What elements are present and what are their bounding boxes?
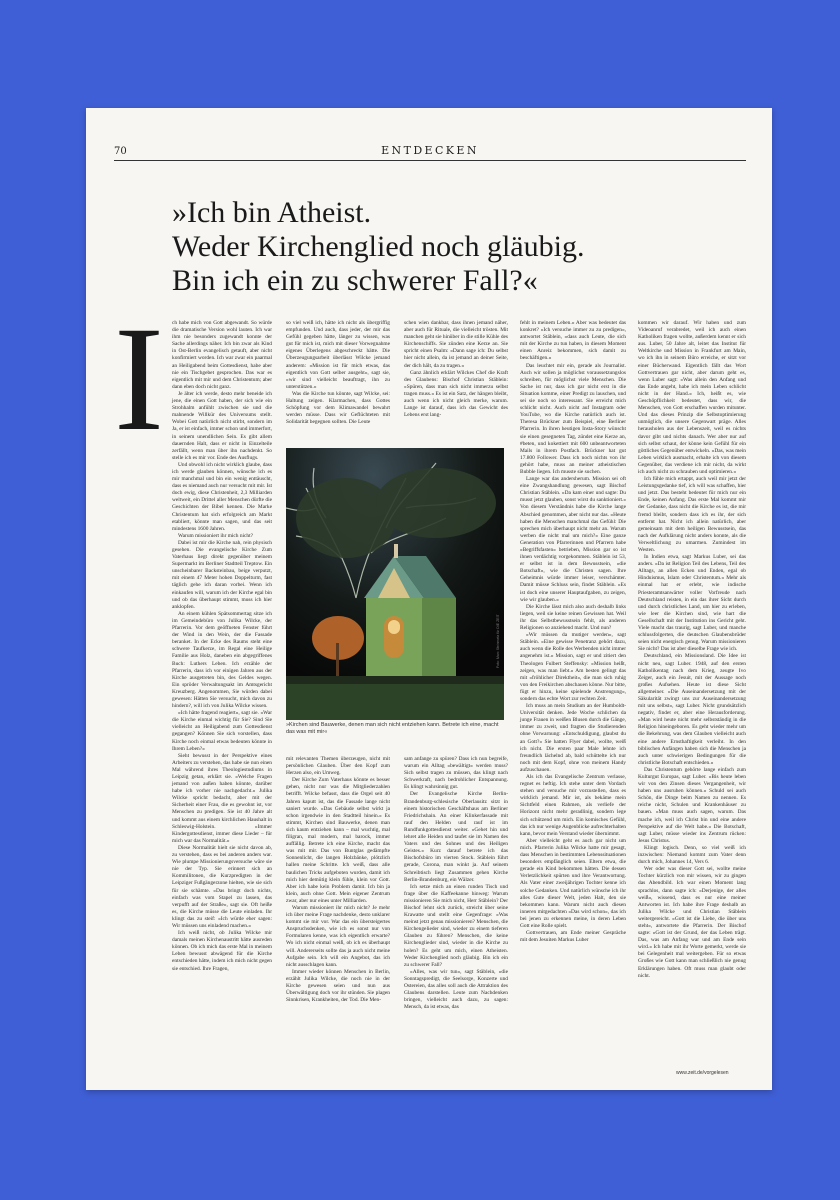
paragraph: Wer oder was dieser Gott sei, wollte meine Tochter kürzlich von mir wissen, wir zu gingen das Abendbild. Ich war einen Moment lang sprachlos, dann sagte ich: »Derjenige, der alles weiß«, wissend, dass es nur eine meiner Antworten ist. Ich habe ihre Frage deshalb an Julika Wilcke und Christian Stäblein weitergereicht. »Gott ist die Liebe, die über uns steht«, antwortete die Pfarrerin. Der Bischof sagte: »Gott ist der Grund, der das Leben trägt. Das, was am Anfang war und am Ende sein wird.« Ich habe mit ihr Worte gemerkt, werde sie bei Gelegenheit mal weitergeben. Für so etwas Großes wie Gott kann man schließlich nie genug Erklärungen haben. Oft muss man glaubt oder nicht. [638,866,746,979]
photo-caption: »Kirchen sind Bauwerke, denen man sich nicht entziehen kann. Betrete ich eine, macht das was mit mir« [286,722,499,735]
paragraph: schen wien dankbar, dass ihnen jemand näher, aber auch für Rituale, die vielleicht trösten. Mit manchen geht sie hinüber in die stille Kühle des Kirchenschiffs. Sie zünden eine Kerze an. Sie spricht einen Psalm: »Dann sage ich: Du selbst hier nicht allein, da ist jemand an deiner Seite, der dich hält, da zu tragen.« [404,320,508,369]
headline-line: Bin ich ein zu schwerer Fall?« [172,264,538,297]
paragraph: Lange war das andersherum. Mission sei oft eine Zwangshandlung gewesen, sagt Bischof Christian Stäblein. »Da kam einer und sagte: Du musst jetzt glauben, sonst wirst du sanktioniert.« Von diesem Verständnis habe die Kirche lange Abschied genommen, aber nicht nur das. »Heute haben die Menschen manchmal das Gefühl: Die sprechen mich überhaupt nicht mehr an. Warum werben die nicht mal um mich?« Eine ganze Generation von Pfarrerinnen und Pfarrern habe »Begriffsfasten« betrieben, Mission gar so ist ihnen verdächtig vorgekommen. Stäblein ist 53, er selbst ist in dem Bewusstsein, »die Botschaft«, wie die Christen sagen. Ihre Geheimnis würde immer leiser, verschämter. Damit müsse Schluss sein, findet Stäblein. »Es ist doch eine unserer Hauptaufgaben, zu zeigen, wie wir glauben.« [520,476,626,603]
paragraph: Aber vielleicht geht es auch gar nicht um mich. Pfarrerin Julika Wilcke hatte mir gesagt, dass Menschen in bestimmten Lebenssituationen besonders empfänglich seien. Eltern etwa, die gerade ein Kind bekommen hätten. Die dessen Verletzlichkeit spürten und ihre Verantwortung. Als Vater einer zweijährigen Tochter kenne ich solche Gedanken. Und natürlich wünsche ich ihr alles Gute dieser Welt, jeden Halt, den sie bekommen kann. Warum nicht auch diesen inneren mitgedachten »Das wird schon«, das ich bei jenen zu erkennen meine, in deren Leben Gott eine Rolle spielt. [520,837,626,929]
paragraph: Je älter ich werde, desto mehr beneide ich jene, die einen Gott haben, der sich wie ein Strohhalm anfühlt zwischen sie und die mahnende Willkür des Universums stellt. Wobei Gott natürlich nicht stirbt, sondern im Ja, er ist einfach, immer schon und immerfort, in seinem unendlichen Sein. Es gibt allem dauernden Halt, dass er nicht in Einzelteile zerfällt, wenn man über ihn nachdenkt. So stelle ich es mir vor. Ende des Ausflugs. [172,390,272,461]
text-column-1 [172,320,272,1070]
headline-line: »Ich bin Atheist. [172,196,372,229]
paragraph: An einem kühlen Spätsommertag sitze ich im Gemeindebüro von Julika Wilcke, der Pfarrerin. Vor dem geöffneten Fenster führt der Wind in den Wein, der die Fassade beranket. In der Ecke des Raums steht eine schwere Taufkerze, im Regal eine Heilige Familie aus Holz, daneben ein abgegriffenes Buch: Luthers Leben. Ich erzähle der Pfarrerin, dass ich vor einigen Jahren aus der Kirche ausgetreten bin, des Geldes wegen. Ein spröder Verwaltungsakt im Amtsgericht Kreuzberg. Angenommen, Sie würden dabei gewesen: Hätten Sie versucht, mich davon zu hindern?, will ich von Julika Wilcke wissen. [172,610,272,710]
section-title: ENTDECKEN [381,144,479,157]
footer-url: www.zeit.de/vorgelesen [676,1070,729,1076]
paragraph: fehlt in meinem Leben.« Aber was bedeutet das konkret? »Ich versuche immer zu zu predigen«, antwortet Stäblein, »dass auch Leute, die sich mit der Kirche zu tun haben, in diesem Moment einen Anreiz bekommen, sich damit zu beschäftigen.« [520,320,626,362]
header-rule [114,160,746,161]
headline-line: Weder Kirchenglied noch gläubig. [172,230,585,263]
paragraph: kommen wir darauf. Wir haben und zum Videoanruf verabredet, weil ich auch einen Katholiken fragen wollte, außerdem kennt er sich aus. Luber, 50 Jahre alt, leitet das Institut für Weltkirche und Mission in Frankfurt am Main, wo ich ihn in seinem Büro erreiche, er sitzt vor einer Bücherwand. Eigentlich fällt das Wort Gottvertrauen gar nicht, aber darum geht es, wenn Luber sagt: »Was allein den Anfang und das Ende angeht, habe ich mein Leben schlicht nicht in der Hand.« Ich, heißt es, wie Geschöpflichkeit bedeutet, dass wir, die Menschen, von Gott erschaffen wurden mitunter. Und das dieses Prinzip die Selbstoptimierung unmöglich, die unsere Gegenwart präge. Alles herausholen aus der Lebenszeit, weil es nichts davor gibt und nichts danach. Wer aber nur auf sich selbst schaut, der könne kein Gefühl für ein göttliches Gegenüber entwickeln. »Das, was mein Leben wirklich ausmacht, erhalte ich von diesem Gegenüber, das verdiene ich mir nicht, da wirkt ich auch nicht zu schrauben und optimieren.« [638,320,746,475]
paragraph: sam anfange zu spüren? Dass ich nun begreife, warum ein Alltag »bewältigt« werden muss? Sich selbst tragen zu müssen, das klingt nach Schwerkraft, nach bedrohlicher Entspannung. Es klingt wahrsinnig gut. [404,756,508,791]
paragraph: »Alles, was wir tun«, sagt Stäblein, »die Sonntagspredigt, die Seelsorge, Konzerte und Ostereien, das alles soll auch die Attraktion des Glaubens darstellen. Leute zum Nachdenken bringen, vielleicht auch dazu, zu sagen: Mensch, da ist etwas, das [404,968,508,1011]
headline [172,196,732,298]
paragraph: Sieht bewusst in der Perspektive eines Arbeiters zu verstehen, das habe sie nun einen Mal während ihres Theologiestudiums in Leipzig getan, erklärt sie. »Welche Fragen jemand von außen haben könnte, darüber habe ich vorher nie nachgedacht.« Julika Wilcke spricht bedacht, aber mit der Sicherheit einer Frau, die es gewohnt ist, vor Menschen zu predigen. Sie ist 40 Jahre alt und kommt aus einem kirchlichen Haushalt in Schleswig-Holstein. »Immer Kindergottesdienst, immer diese Lieder – für mich war das Normalität.« [172,752,272,844]
paragraph: Diese Normalität hielt sie nicht davon ab, zu verstehen, dass es bei anderen anders war. Wie plumpe Missionierungsversuche wäre sie nie der Typ. Sie erinnert sich an Kommilitonen, die Kurzpredigten in der Leipziger Fußgängerzone hielten, wie sie sich für sie schämte. »Das bringt doch nichts, einfach was vom Stapel zu lassen, das verpufft auf der Straße«, sagt sie. Oft heiße es, die Kirche müsse die Leute einladen. Ihr klingt das zu steif: »Ich würde eher sagen: Wir müssen uns einladend machen.« [172,844,272,929]
text-column-2-top [286,320,390,440]
paragraph: Die Kirche lässt mich also auch deshalb links liegen, weil sie keine reinen Gewissen hat. Weil ihr das Selbstbewusstsein fehlt, als anderen Religionen so anziehend macht. Und nun? [520,603,626,632]
paragraph: Der Kirche Zum Vaterhaus könnte es besser gehen, nicht nur was die Mitgliederzahlen betrifft. Wilcke befasst, dass die Orgel seit 40 Jahren kaputt ist, das die Fassade lange nicht saniert wurde. »Das Gebäude selbst wirkt ja schon irgendwie in den Stadtteil hinein.« Es stimmt, Kirchen sind Bauwerke, denen man sich kaum entziehen kann – mal wuchtig, mal filigran, mal modern, mal barock, immer auffällig. Betrete ich eine Kirche, macht das was mit mir. Das von Buntglas gedämpfte Sonnenlicht, die langen Holzbänke, plötzlich hallen meine Schritte. Ich weiß, dass alle baulichen Tricks aufgeboten wurden, damit ich mich hier demütig klein fühle, klein vor Gott. Aber ich habe kein Problem damit. Ich bin ja klein, auch ohne Gott. Mein eigener Zentrum zwar, aber nur eines unter Milliarden. [286,777,390,904]
paragraph: Dabei ist mir die Kirche nah, rein physisch gesehen. Die evangelische Kirche Zum Vaterhaus liegt direkt gegenüber meinem Supermarkt im Berliner Stadtteil Treptow. Ein unscheinbarer Backsteinbau, beige verputzt, mit einem 47 Meter hohen Doppelturm, fast täglich gehe ich daran vorbei. Wenn ich einkaufen will, warum ich der Kirche egal bin und ob das überhaupt stimmt, muss ich hier anklopfen. [172,539,272,610]
paragraph: Das Christentum gehörte lange einfach zum Kulturgut Europas, sagt Luber. »Bis heute leben wir von den Zinsen dieses Vergangenheit, wir haben uns ausruhen können.« Schuld sei auch Schön, die Dinge beim Namen zu nennen. Es reiche nicht, Schulen und Krankenhäuser zu bauen. »Man muss auch sagen, warum. Das mache ich, weil ich Christ bin und eine andere Perspektive auf die Welt habe.« Die Botschaft, sagt Luber, müsse wieder ins Zentrum rücken: Jesus Christus. [638,766,746,844]
photo-credit: Foto: Marc Steinmetz für DIE ZEIT [496,614,500,668]
paragraph: Warum missioniert ihr mich nicht? [178,532,254,539]
paragraph: Ich fühle mich ertappt, auch weil mir jetzt der Leistungsgedanke tief, ich will was schaffen, hier und jetzt. Das besteht bedeutet für mich nur ein Ende, keinen Anfang. Das erste Mal kommt mir der Gedanke, dass nicht die Kirche es ist, die mir fremd bleibt, sondern dass ich es ihr, der sich entfernt hat. Nicht ich allein natürlich, aber gemeinsam mit dem heiligen Bewusstsein, das nach der Aufklärung nicht anders konnte, als die Verweltlichung zu umarmen. Zumindest im Westen. [638,476,746,553]
paragraph: so viel weiß ich, hätte ich nicht als übergriffig empfunden. Und auch, dass jeder, der mir das Gefühl gegeben hätte, länger zu wissen, was gut für mich ist, mich mit dieser Vorwegnahme eigenes Überlegens abgeschreckt hätte. Die Überzeugungsarbeit überlässt Wilcke jemand anderem: »Mission ist für mich etwas, das eigentlich von Gott selber ausgeht«, sagt sie, »wir sind vielleicht beauftragt, ihn zu unterstützen.« [286,320,390,390]
paragraph: Ich setze mich an einen runden Tisch und frage über die Kaffeekanne hinweg: Warum missionieren Sie mich nicht, Herr Stäblein? Der Bischof lehnt sich zurück, streicht über seine Krawatte und stellt eine Gegenfrage: »Was meinst jetzt genau missionieren? Menschen, die Kirchengelieder sind, wieder zu einem tieferen Glauben zu führen? Menschen, die keine Kirchenglieder sind, wieder in die Kirche zu holen? Es geht um mich, einen Atheisten. Weder Kirchenglied noch gläubig. Bin ich ein zu schwerer Fall? [404,883,508,968]
paragraph: Klingt logisch. Denn, so viel weiß ich inzwischen: Niemand kommt zum Vater denn durch mich, Johannes 14, Vers 6. [638,844,746,866]
drop-cap: I [114,296,164,462]
paragraph: mit relevanten Themen überzeugen, nicht mit persönlichen Glauben. Über den Kopf zum Herzen also, ein Umweg. [286,756,390,777]
page-number: 70 [114,146,127,157]
paragraph: Gottvertrauen, am Ende meiner Gespräche mit dem Jesuiten Markus Luber [520,930,626,944]
paragraph: Was die Kirche tun könnte, sagt Wilcke, sei: Haltung zeigen. Klarmachen, dass Gottes Schöpfung vor dem Klimawandel bewahrt werden müsse. Dass wir Geflüchteten mit Solidarität begegnen sollten. Die Leute [286,390,390,426]
paragraph: Als ich das Evangelische Zentrum verlasse, regnet es heftig. Ich stehe unter dem Vordach stehen und versuche mir vorzustellen, dass es wirklich jemand. Mir ist, als bekäme mein Sichtfeld einen Rahmen, als verliefe der Horizont nicht mehr geradlinig, sondern lege sich schützend um mich. Ein komisches Gefühl, das ich nur wenige Augenblicke aufrechterhalten kann, bevor mein Verstand wieder übernimmt. [520,774,626,837]
text-column-2-bottom [286,756,390,1070]
paragraph: ch habe mich von Gott abgewandt. So würde die dramatische Version wohl lauten. Ich war ihm nie besonders zugewandt konnte der Sache allerdings näher. Ich bin zwar als Kind in Ost-Berlin evangelisch getauft, aber nicht konfirmiert worden. Ich war zwar ein paarmal an Heiligabend beim Gottesdienst, habe aber nie ein Tischgebet gesprochen. Das war es eigentlich mit mir und dem Christentum; aber dann eben doch nicht ganz. [172,320,272,390]
chapel-photo [286,448,504,720]
paragraph: Deutschland, ein Missionsland. Die Idee ist nicht neu, sagt Luber. 1948, auf den ersten Katholikentag nach dem Krieg, zeugte Ivo Zeiger, auch ein Jesuit, mit der Aussage noch großes Aufsehen. Heute ist diese Sicht allgemeiner. »Die Auseinandersetzung mit der Säkularität zwingt uns zur Auseinandersetzung mit uns selbst«, sagt Luber. Nicht grundsätzlich negativ, findet er, aber eine Herausforderung. »Man wird heute nicht mehr selbstständig in die Religion hineingeboren. Es geht wieder mehr um die Bekehrung, was dem Glauben vielleicht auch eine andere Ernsthaftigkeit verleiht. In den biblischen Anfängen haben sich die Menschen ja auch unter schwierigen Bedingungen für die christliche Botschaft entschieden.« [638,653,746,766]
text-column-3-bottom [404,756,508,1070]
page-header [114,144,746,164]
paragraph: In Indien etwa, sagt Markus Luber, sei das anders. »Da ist Religion Teil des Lebens, Teil des Alltags, an allen Ecken und Enden, egal ob Hinduismus, Islam oder Christentum.« Mehr als einmal hat er erlebt, wie indische Priesteramtsanwärter voller Vorfreude nach Deutschland reisten, in ein das ihrer Sicht durch und durch christliches Land, um hier zu erleben, wie leer die Kirchen sind, wie hart die Gesellschaft mit der Institution ins Gericht geht. Viele macht das traurig, sagt Luber, und manche schlussfolgerten, die deutschen Glaubensbrüder seien nicht energisch genug. Warum missionieren Sie nicht? Das ist aber dieselbe Frage wie ich. [638,554,746,653]
paragraph: Das leuchtet mir ein, gerade als Journalist. Auch wir sollen ja möglichst voraussetzungslos schreiben, für möglichst viele Menschen. Die Sache ist nur, dass ich gar nicht erst in die Situation komme, einer Predigt zu lauschen, und sei sie noch so interessant. Sie erreicht mich schlicht nicht. Auch nicht auf Instagram oder YouTube, wo die Kirche natürlich auch ist. Theresa Brückner zum Beispiel, eine Berliner Pfarrerin. In ihren heutigen Insta-Story wünscht sie einen gesegneten Tag, zündet eine Kerze an, #beten, und kokettiert mit 600 unbeantworteten Mails in ihrem Postfach. Brückner hat gut 17.800 Follower. Dass ich noch nichts von ihr gehört habe, muss an meiner atheistischen Bubble liegen. Ich musste sie suchen. [520,362,626,475]
paragraph: Der Evangelische Kirche Berlin-Brandenburg-schlesische Oberlausitz sitzt in einem historischen Geschäftshaus am Berliner Friedrichshain. An einer Klinkerfassade mit rauf den Helden und rauf ist im Rundfunkgottesdienst weiter. »Gehet hin und lehret alle Heiden und taufet sie im Namen des Vaters und des Sohnes und des Heiligen Geistes.« Kurz darauf betrete ich das Bischofsbüro im vierten Stock. Stäblein führt gerade, Corona, man winkt ja. Auf seinem Schreibtisch liegt Zusammen gehen Kirche Berlin-Brandenburg, ein Wälzer. [404,791,508,883]
paragraph: Ich muss an mein Studium an der Humboldt-Universität denken. Jede Woche schlichen da junge Frauen in weißen Blusen durch die Gänge, immer zu zweit, und fragten die Studierenden ohne Vorwarnung: »Entschuldigung, glaubst du an Gott?« Sie hatten Flyer dabei, wollte, weiß ich nicht. Die ersten paar Male lehnte ich freundlich lächelnd ab, bald schüttelte ich nur noch mit dem Kopf, ohne von meinem Handy aufzuschauen. [520,703,626,773]
newspaper-page [86,108,772,1090]
paragraph: Ich weiß nicht, ob Julika Wilcke mir damals meinen Kirchenaustritt hätte ausreden können. Ob ich mich das erste Mal in meinem Leben bewusst abwägend für die Kirche entschieden hätte, indem ich mich nicht gegen sie entschied. Ihre Fragen, [172,930,272,972]
paragraph: »Wir müssen da mutiger werden«, sagt Stäblein. »Eine gewisse Penetranz gehört dazu, auch wenn die Rolle des Werbenden nicht immer angenehm ist.« Mission, sagt er und zitiert den Theologen Fulbert Steffensky: »Mission heißt, zeigen, was man liebt.« Am besten gelingt das mit »fröhlicher Direktheit«, die man sich ruhig von den Freikirchen abschauen könne. Nur bitte, fügt er hinzu, keine spielende Anstrengung«, sondern das echte Wort zur rechten Zeit. [520,632,626,702]
paragraph: Ganz ähnlich erklärt Wilckes Chef die Kraft des Glaubens: Bischof Christian Stäblein: »Spüren, dass man sich nicht immerzu selbst tragen muss.« Es ist ein Satz, der hängen bleibt, auch wenn ich nicht gleich merke, warum. Lange ist darauf, dass ich das Gewicht des Lebens erst lang- [404,369,508,419]
text-column-3-top [404,320,508,440]
text-column-4 [520,320,626,1070]
chapel-night-illustration [286,448,504,720]
paragraph: »Ich hätte fragend reagiert«, sagt sie. »War die Kirche einmal wichtig für Sie? Sind Sie vielleicht an Heiligabend zum Gottesdienst gegangen? Können Sie sich vorstellen, dass Kirche noch einmal etwas bedeuten könnte in Ihrem Leben?« [172,710,272,752]
paragraph: Und obwohl ich nicht wirklich glaube, dass ich werde glauben können, wünsche ich es mir manchmal und bin ein wenig enttäuscht, dass es niemand auch nur versucht mit mir. Ist doch ewig, diese Christenheit, 2,3 Milliarden weltweit, ein Drittel aller Menschen dürfte die Geschichten der Bibel kennen. Die Marke Christentum hat sich erfolgreich am Markt etabliert, könnte man sagen, und das seit mindestens 1600 Jahren. [172,461,272,532]
paragraph: Warum missioniert ihr mich nicht? Je mehr ich über meine Frage nachdenke, desto unklarer kommt sie mir vor. War das ein übersteigertes Anspruchsdenken, wie ich es sonst nur von Formularen kenne, was ich eigentlich erwarte? Wo ich nicht einmal weiß, ob ich es überhaupt will. Andererseits sollte das ja auch nicht meine Aufgabe sein. Ich will ein Angebot, das ich nicht ausschlagen kann. [286,904,390,968]
paragraph: Immer wieder können Menschen in Berlin, erzählt Julika Wilcke, die noch nie in der Kirche gewesen seien und nun aus Überwältigung doch vor ihr stünden. Sie plagen Sinnkrisen, Krankheiten, der Tod. Die Men- [286,968,390,1004]
text-column-5 [638,320,746,1070]
